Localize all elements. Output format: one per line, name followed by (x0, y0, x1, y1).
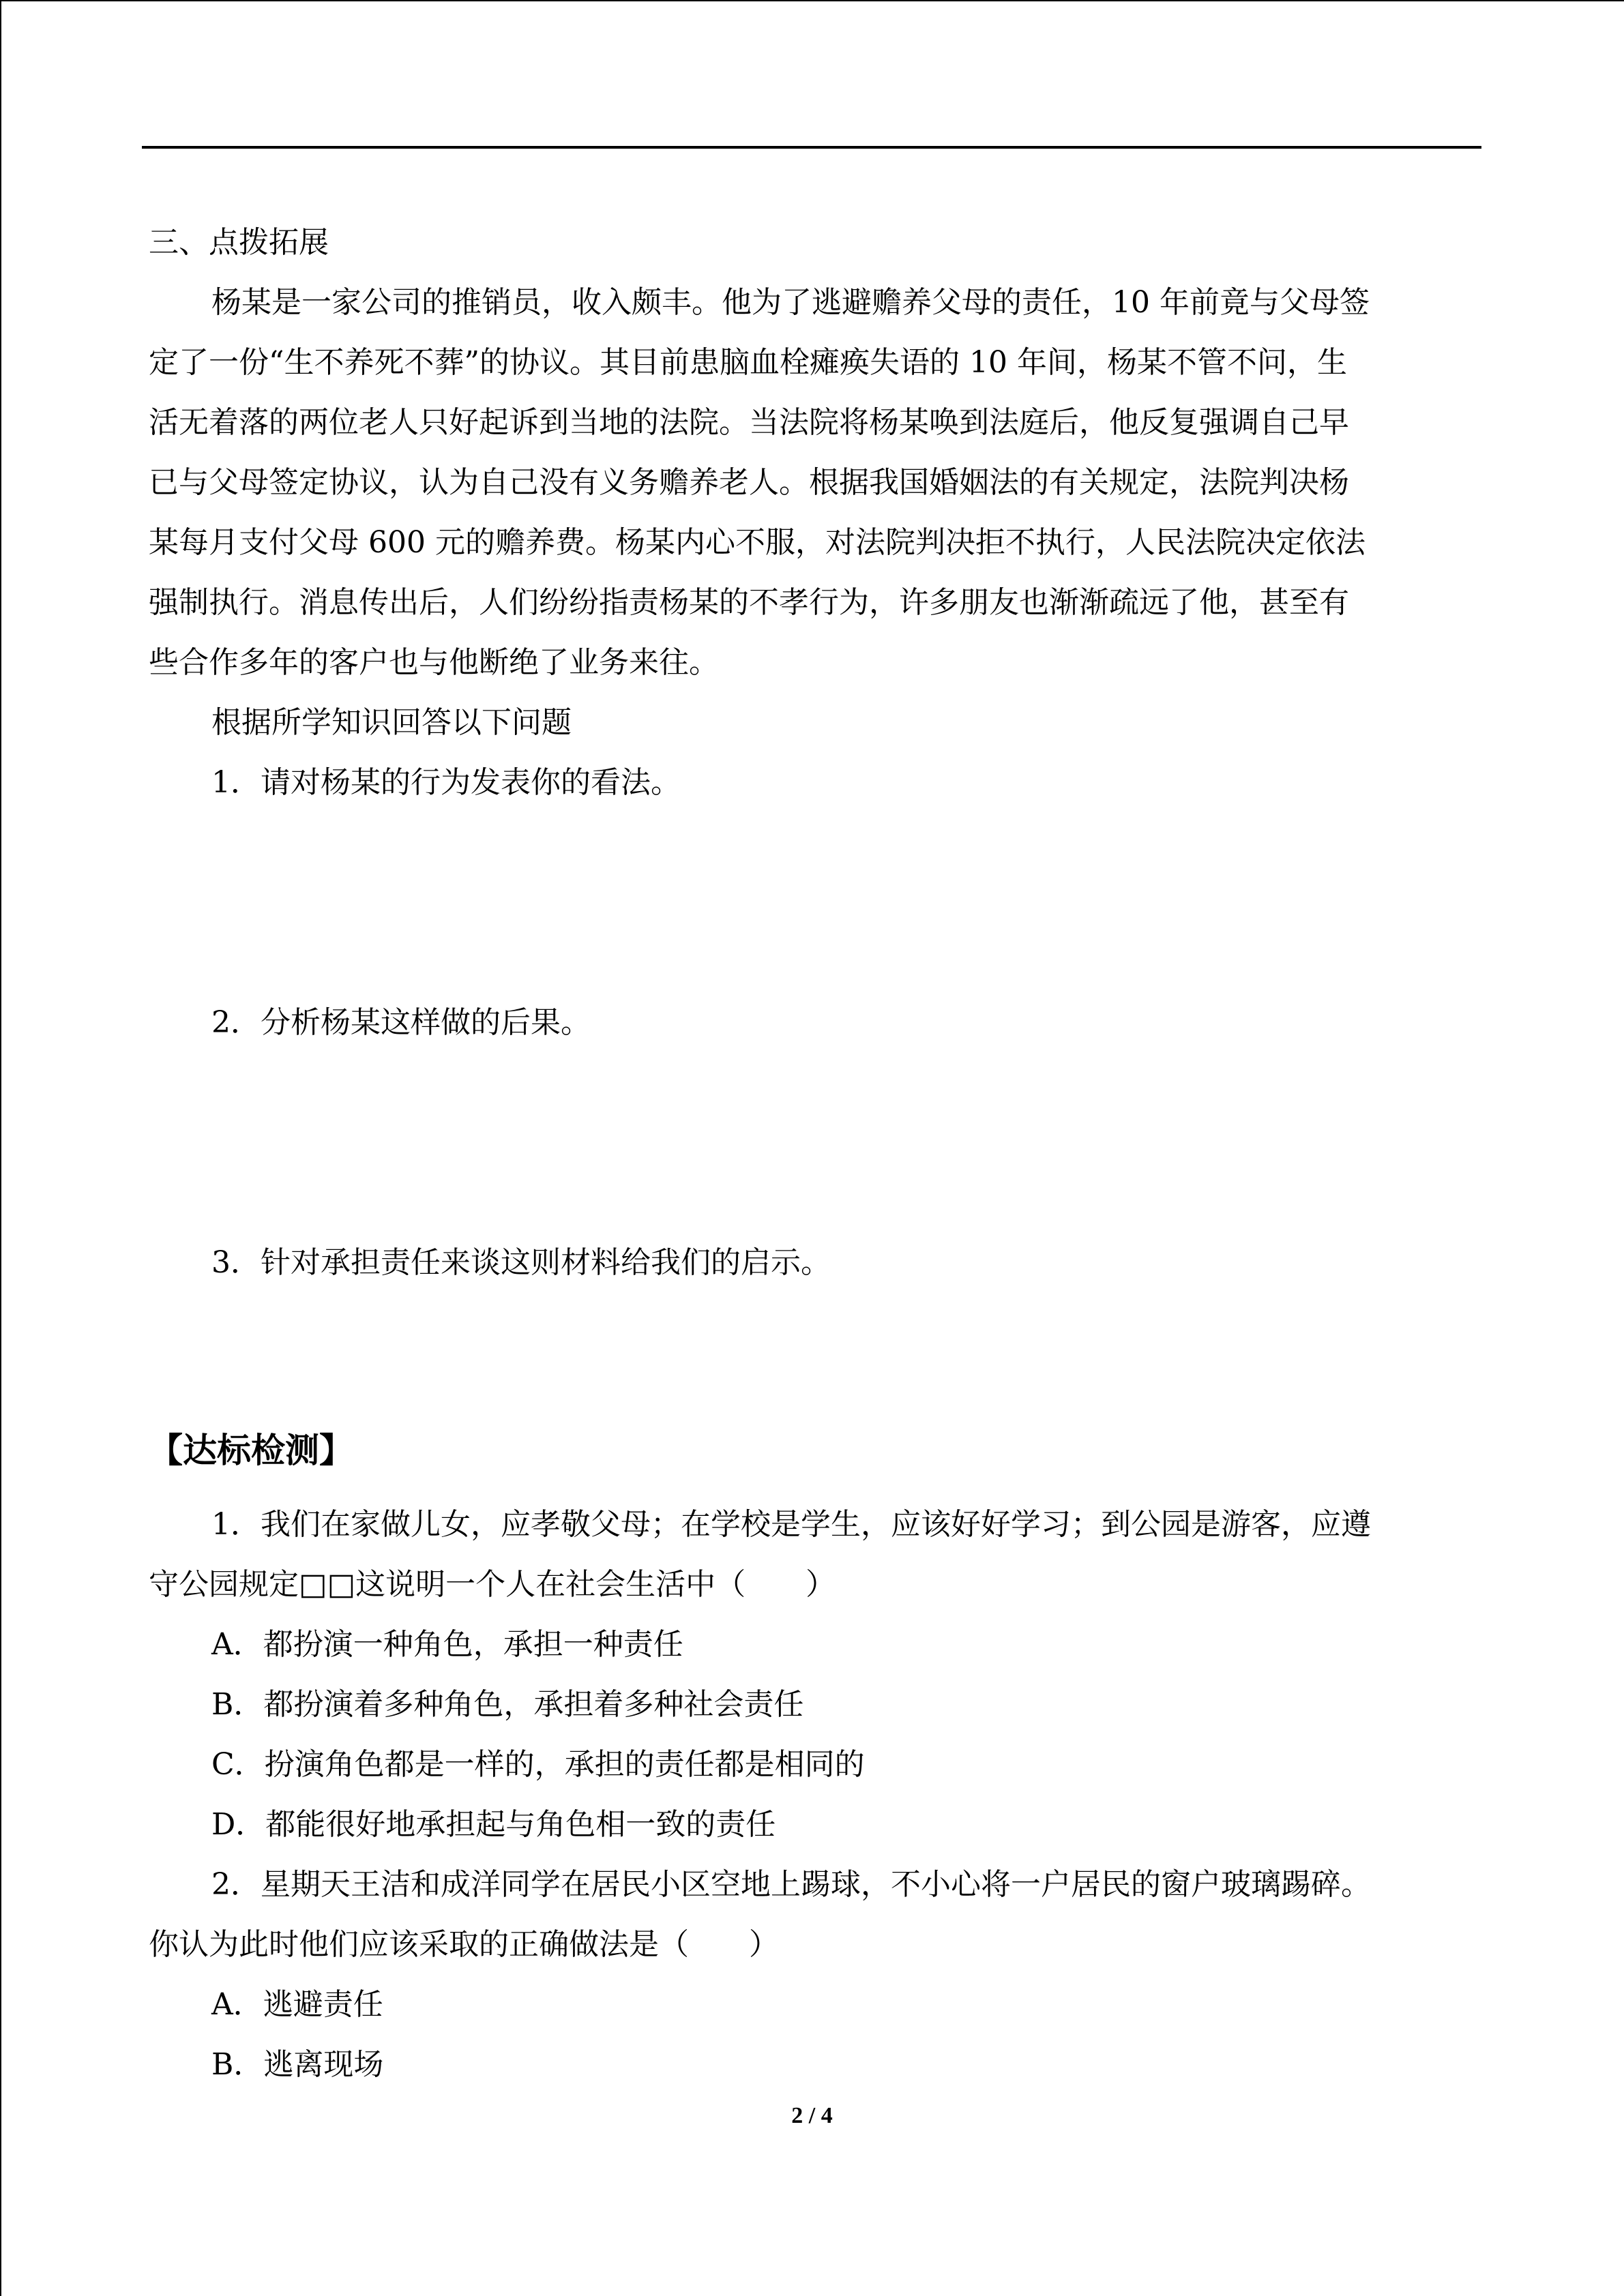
mcq-2 (149, 1855, 1476, 2095)
answer-space (149, 1053, 1476, 1233)
question-1: 1．请对杨某的行为发表你的看法。 (211, 765, 681, 800)
passage-line: 某每月支付父母 600 元的赡养费。杨某内心不服，对法院判决拒不执行，人民法院决定依法 (149, 525, 1365, 560)
passage-line: 杨某是一家公司的推销员，收入颇丰。他为了逃避赡养父母的责任，10 年前竟与父母签 (211, 285, 1370, 320)
question-3: 3．针对承担责任来谈这则材料给我们的启示。 (211, 1245, 831, 1280)
answer-space (149, 1293, 1476, 1413)
passage-line: 已与父母签定协议，认为自己没有义务赡养老人。根据我国婚姻法的有关规定，法院判决杨 (149, 465, 1349, 500)
mcq-stem-line: 守公园规定□□这说明一个人在社会生活中（ ） (149, 1567, 836, 1602)
header-rule (142, 146, 1481, 149)
passage-line: 强制执行。消息传出后，人们纷纷指责杨某的不孝行为，许多朋友也渐渐疏远了他，甚至有 (149, 585, 1349, 620)
document-body (149, 213, 1476, 2095)
mcq-1 (149, 1495, 1476, 1855)
passage-line: 定了一份“生不养死不葬”的协议。其目前患脑血栓瘫痪失语的 10 年间，杨某不管不问，生 (149, 345, 1347, 380)
answer-space (149, 813, 1476, 993)
mcq-stem-line: 1．我们在家做儿女，应孝敬父母；在学校是学生，应该好好学习；到公园是游客，应遵 (211, 1507, 1371, 1542)
mcq-stem-line: 你认为此时他们应该采取的正确做法是（ ） (149, 1927, 779, 1962)
passage-line: 活无着落的两位老人只好起诉到当地的法院。当法院将杨某唤到法庭后，他反复强调自己早 (149, 405, 1349, 440)
page-number: 2 / 4 (791, 2103, 833, 2128)
passage-line: 些合作多年的客户也与他断绝了业务来往。 (149, 645, 719, 680)
mcq-option-d: D．都能很好地承担起与角色相一致的责任 (211, 1807, 776, 1842)
section-heading: 三、点拨拓展 (149, 225, 329, 260)
assessment-title: 【达标检测】 (149, 1431, 353, 1470)
mcq-option-b: B．逃离现场 (211, 2047, 384, 2082)
mcq-stem-line: 2．星期天王洁和成洋同学在居民小区空地上踢球，不小心将一户居民的窗户玻璃踢碎。 (211, 1867, 1371, 1902)
mcq-option-a: A．逃避责任 (211, 1987, 383, 2022)
question-2: 2．分析杨某这样做的后果。 (211, 1005, 591, 1040)
question-prompt: 根据所学知识回答以下问题 (211, 705, 572, 740)
case-passage (149, 273, 1476, 693)
mcq-option-c: C．扮演角色都是一样的，承担的责任都是相同的 (211, 1747, 865, 1782)
mcq-option-b: B．都扮演着多种角色，承担着多种社会责任 (211, 1687, 804, 1722)
mcq-option-a: A．都扮演一种角色，承担一种责任 (211, 1627, 683, 1662)
